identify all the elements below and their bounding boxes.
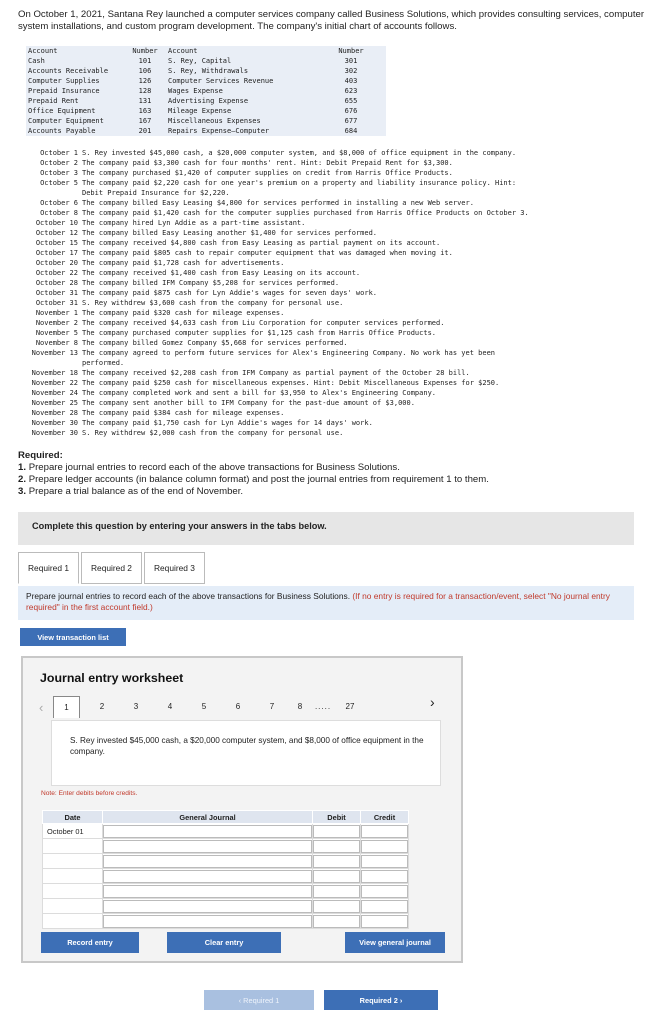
next-requirement-label: Required 2 xyxy=(359,995,398,1005)
pager-page[interactable]: 6 xyxy=(235,702,241,711)
journal-date-cell[interactable]: October 01 xyxy=(43,824,103,839)
transaction-row xyxy=(18,248,658,258)
transaction-row xyxy=(18,218,658,228)
transaction-date: November 1 xyxy=(35,309,78,317)
coa-cell: Mileage Expense xyxy=(168,107,232,115)
journal-account-input[interactable] xyxy=(103,824,313,839)
cell-input-box[interactable] xyxy=(103,915,312,928)
transaction-row xyxy=(18,228,658,238)
coa-row xyxy=(26,76,386,86)
pager-page[interactable]: 1 xyxy=(53,696,80,718)
cell-input-box[interactable] xyxy=(103,825,312,838)
coa-cell: 301 xyxy=(344,57,358,65)
pager-page[interactable]: 5 xyxy=(201,702,207,711)
transaction-text: The company paid $1,728 cash for advertisements. xyxy=(82,259,285,267)
transaction-text: The company purchased $1,420 of computer supplies on credit from Harris Office Products. xyxy=(82,169,453,177)
cell-input-box[interactable] xyxy=(361,855,408,868)
transaction-row xyxy=(18,318,658,328)
cell-input-box[interactable] xyxy=(361,825,408,838)
coa-cell: Computer Services Revenue xyxy=(168,77,274,85)
coa-cell: 201 xyxy=(138,127,152,135)
column-header-general-journal: General Journal xyxy=(103,811,313,824)
coa-cell: Accounts Payable xyxy=(28,127,96,135)
tab-required-2[interactable]: Required 2 xyxy=(81,552,142,584)
clear-entry-button[interactable]: Clear entry xyxy=(167,932,281,953)
journal-account-input[interactable] xyxy=(103,884,313,899)
transaction-row xyxy=(18,338,658,348)
coa-row xyxy=(26,126,386,136)
transaction-date: October 15 xyxy=(35,239,78,247)
transaction-date: October 1 xyxy=(40,149,78,157)
coa-cell: Repairs Expense—Computer xyxy=(168,127,270,135)
cell-input-box[interactable] xyxy=(361,870,408,883)
coa-header-row xyxy=(26,46,386,56)
journal-date-cell[interactable] xyxy=(43,839,103,854)
journal-table xyxy=(42,810,409,929)
transaction-date: October 28 xyxy=(35,279,78,287)
journal-debit-input[interactable] xyxy=(313,869,361,884)
transaction-date: October 20 xyxy=(35,259,78,267)
coa-cell: Computer Supplies xyxy=(28,77,100,85)
transaction-row xyxy=(18,298,658,308)
transaction-date: November 8 xyxy=(35,339,78,347)
required-item-number: 2. xyxy=(18,474,27,485)
transaction-row xyxy=(18,278,658,288)
column-header-debit: Debit xyxy=(313,811,361,824)
transaction-row xyxy=(18,308,658,318)
journal-entry-worksheet xyxy=(21,656,463,963)
transaction-row xyxy=(18,158,658,168)
coa-header-cell: Number xyxy=(338,47,364,55)
transaction-date: October 2 xyxy=(40,159,78,167)
cell-input-box[interactable] xyxy=(313,870,360,883)
chart-of-accounts xyxy=(26,46,386,136)
transaction-text: The company completed work and sent a bill for $3,950 to Alex's Engineering Company. xyxy=(82,389,437,397)
transaction-date: October 6 xyxy=(40,199,78,207)
transaction-row xyxy=(18,178,658,188)
record-entry-button[interactable]: Record entry xyxy=(41,932,139,953)
transaction-row xyxy=(18,238,658,248)
transaction-date: October 12 xyxy=(35,229,78,237)
coa-row xyxy=(26,106,386,116)
transaction-text: The company billed Easy Leasing $4,800 for services performed in installing a new Web server. xyxy=(82,199,474,207)
transaction-date: November 30 xyxy=(31,429,78,437)
transaction-text: S. Rey withdrew $2,000 cash from the company for personal use. xyxy=(82,429,344,437)
cell-input-box[interactable] xyxy=(313,825,360,838)
transaction-text: The company received $4,800 cash from Easy Leasing as partial payment on its account. xyxy=(82,239,441,247)
transaction-date: October 22 xyxy=(35,269,78,277)
journal-date-cell[interactable] xyxy=(43,899,103,914)
journal-debit-input[interactable] xyxy=(313,839,361,854)
transaction-row xyxy=(18,408,658,418)
column-header-credit: Credit xyxy=(361,811,409,824)
transaction-date: October 8 xyxy=(40,209,78,217)
journal-account-input[interactable] xyxy=(103,914,313,929)
journal-row xyxy=(43,854,409,869)
coa-header-cell: Account xyxy=(28,47,58,55)
pager-next-icon[interactable]: › xyxy=(430,694,435,710)
journal-credit-input[interactable] xyxy=(361,839,409,854)
transaction-description: S. Rey invested $45,000 cash, a $20,000 computer system, and $8,000 of office equipment in the company. xyxy=(51,720,441,786)
instruction-main: Prepare journal entries to record each of the above transactions for Business Solutions. xyxy=(26,591,351,601)
cell-input-box[interactable] xyxy=(313,840,360,853)
transaction-text: The company paid $384 cash for mileage expenses. xyxy=(82,409,285,417)
required-item-text: Prepare a trial balance as of the end of November. xyxy=(28,486,244,497)
tab-required-3[interactable]: Required 3 xyxy=(144,552,205,584)
transaction-row xyxy=(18,368,658,378)
intro-text: On October 1, 2021, Santana Rey launched a computer services company called Business Solutions, which provides consulting services, computer system installations, and custom program development. The company's initial chart of accounts follows. xyxy=(18,9,645,32)
cell-input-box[interactable] xyxy=(313,915,360,928)
transaction-row xyxy=(18,288,658,298)
transaction-text: The company paid $250 cash for miscellaneous expenses. Hint: Debit Miscellaneous Expenses for $250. xyxy=(82,379,500,387)
coa-header-cell: Account xyxy=(168,47,198,55)
cell-input-box[interactable] xyxy=(103,885,312,898)
view-transaction-list-button[interactable]: View transaction list xyxy=(20,628,126,646)
coa-cell: 128 xyxy=(138,87,152,95)
transaction-date: October 5 xyxy=(40,179,78,187)
pager-ellipsis: ..... xyxy=(314,702,332,711)
transaction-date: October 3 xyxy=(40,169,78,177)
cell-input-box[interactable] xyxy=(103,840,312,853)
journal-credit-input[interactable] xyxy=(361,914,409,929)
transaction-row xyxy=(18,398,658,408)
journal-row xyxy=(43,869,409,884)
journal-row xyxy=(43,824,409,839)
coa-cell: Office Equipment xyxy=(28,107,96,115)
coa-cell: S. Rey, Withdrawals xyxy=(168,67,249,75)
cell-input-box[interactable] xyxy=(361,915,408,928)
coa-cell: 126 xyxy=(138,77,152,85)
coa-cell: 677 xyxy=(344,117,358,125)
coa-cell: S. Rey, Capital xyxy=(168,57,232,65)
coa-cell: Prepaid Insurance xyxy=(28,87,100,95)
transaction-date: November 24 xyxy=(31,389,78,397)
transaction-date: November 25 xyxy=(31,399,78,407)
transaction-date: November 18 xyxy=(31,369,78,377)
required-item-number: 1. xyxy=(18,462,27,473)
transaction-text: The company paid $805 cash to repair computer equipment that was damaged when moving it. xyxy=(82,249,453,257)
journal-account-input[interactable] xyxy=(103,854,313,869)
prev-requirement-label: Required 1 xyxy=(243,995,280,1005)
required-item-text: Prepare journal entries to record each of the above transactions for Business Solutions. xyxy=(28,462,400,473)
transaction-text: The company billed Easy Leasing another $1,400 for services performed. xyxy=(82,229,378,237)
transaction-text: The company sent another bill to IFM Company for the past-due amount of $3,000. xyxy=(82,399,415,407)
required-item-number: 3. xyxy=(18,486,27,497)
transaction-date: November 2 xyxy=(35,319,78,327)
journal-credit-input[interactable] xyxy=(361,824,409,839)
next-requirement-button[interactable] xyxy=(324,990,438,1010)
required-section xyxy=(18,450,489,498)
debit-credit-note: Note: Enter debits before credits. xyxy=(41,790,138,797)
coa-cell: Wages Expense xyxy=(168,87,223,95)
coa-row xyxy=(26,96,386,106)
transaction-text: The company agreed to perform future services for Alex's Engineering Company. No work has yet been xyxy=(82,349,496,357)
worksheet-title: Journal entry worksheet xyxy=(40,671,184,685)
pager-page[interactable]: 27 xyxy=(345,702,355,711)
coa-cell: 163 xyxy=(138,107,152,115)
instructions-banner: Complete this question by entering your answers in the tabs below. xyxy=(18,512,634,545)
transaction-text: The company paid $1,420 cash for the computer supplies purchased from Harris Office Products on October 3. xyxy=(82,209,529,217)
transaction-text: The company billed IFM Company $5,208 for services performed. xyxy=(82,279,340,287)
required-item-text: Prepare ledger accounts (in balance column format) and post the journal entries from requirement 1 to them. xyxy=(28,474,489,485)
transaction-list xyxy=(18,148,658,438)
transaction-row xyxy=(18,378,658,388)
prev-requirement-button[interactable] xyxy=(204,990,314,1010)
tab-required-1[interactable]: Required 1 xyxy=(18,552,79,584)
coa-cell: 684 xyxy=(344,127,358,135)
coa-cell: 106 xyxy=(138,67,152,75)
coa-cell: 676 xyxy=(344,107,358,115)
coa-row xyxy=(26,86,386,96)
coa-cell: 655 xyxy=(344,97,358,105)
transaction-row xyxy=(18,418,658,428)
coa-header-cell: Number xyxy=(132,47,158,55)
journal-credit-input[interactable] xyxy=(361,884,409,899)
transaction-text: The company hired Lyn Addie as a part-time assistant. xyxy=(82,219,306,227)
transaction-date: November 28 xyxy=(31,409,78,417)
transaction-row xyxy=(18,168,658,178)
journal-date-cell[interactable] xyxy=(43,884,103,899)
cell-input-box[interactable] xyxy=(361,900,408,913)
cell-input-box[interactable] xyxy=(361,840,408,853)
coa-cell: 131 xyxy=(138,97,152,105)
journal-date-cell[interactable] xyxy=(43,854,103,869)
coa-cell: Cash xyxy=(28,57,45,65)
journal-date-cell[interactable] xyxy=(43,869,103,884)
required-item xyxy=(18,486,489,498)
instruction-note: (If no entry is required for a transaction/event, select "No journal entry required" in the first account field.) xyxy=(26,591,610,612)
journal-credit-input[interactable] xyxy=(361,869,409,884)
coa-row xyxy=(26,116,386,126)
transaction-row xyxy=(18,148,658,158)
coa-cell: Accounts Receivable xyxy=(28,67,109,75)
coa-cell: 302 xyxy=(344,67,358,75)
column-header-date: Date xyxy=(43,811,103,824)
transaction-date: October 31 xyxy=(35,289,78,297)
requirement-instruction xyxy=(18,586,634,620)
coa-cell: 403 xyxy=(344,77,358,85)
transaction-text: The company paid $2,220 cash for one year's premium on a property and liability insurance policy. Hint: xyxy=(82,179,517,187)
pager-page[interactable]: 4 xyxy=(167,702,173,711)
required-item xyxy=(18,462,489,474)
cell-input-box[interactable] xyxy=(103,870,312,883)
cell-input-box[interactable] xyxy=(103,900,312,913)
transaction-date: October 17 xyxy=(35,249,78,257)
journal-debit-input[interactable] xyxy=(313,899,361,914)
transaction-text: S. Rey withdrew $3,600 cash from the company for personal use. xyxy=(82,299,344,307)
transaction-date: November 22 xyxy=(31,379,78,387)
journal-row xyxy=(43,914,409,929)
coa-cell: Prepaid Rent xyxy=(28,97,79,105)
transaction-date: October 10 xyxy=(35,219,78,227)
pager-page[interactable]: 7 xyxy=(269,702,275,711)
journal-row xyxy=(43,839,409,854)
coa-cell: Advertising Expense xyxy=(168,97,249,105)
cell-input-box[interactable] xyxy=(313,885,360,898)
transaction-text-continued: Debit Prepaid Insurance for $2,220. xyxy=(82,189,230,197)
journal-debit-input[interactable] xyxy=(313,884,361,899)
transaction-text: The company paid $875 cash for Lyn Addie's wages for seven days' work. xyxy=(82,289,378,297)
transaction-row xyxy=(18,328,658,338)
transaction-row xyxy=(18,268,658,278)
coa-cell: Miscellaneous Expenses xyxy=(168,117,261,125)
journal-account-input[interactable] xyxy=(103,899,313,914)
transaction-text: The company received $1,400 cash from Easy Leasing on its account. xyxy=(82,269,361,277)
journal-credit-input[interactable] xyxy=(361,899,409,914)
transaction-row xyxy=(18,258,658,268)
cell-input-box[interactable] xyxy=(313,900,360,913)
transaction-text: The company paid $320 cash for mileage expenses. xyxy=(82,309,285,317)
cell-input-box[interactable] xyxy=(313,855,360,868)
journal-credit-input[interactable] xyxy=(361,854,409,869)
coa-cell: 101 xyxy=(138,57,152,65)
coa-row xyxy=(26,66,386,76)
transaction-row xyxy=(18,388,658,398)
transaction-text: The company purchased computer supplies for $1,125 cash from Harris Office Products. xyxy=(82,329,437,337)
pager-prev-icon[interactable]: ‹ xyxy=(39,699,44,715)
transaction-date: November 30 xyxy=(31,419,78,427)
transaction-row xyxy=(18,198,658,208)
journal-debit-input[interactable] xyxy=(313,854,361,869)
coa-row xyxy=(26,56,386,66)
coa-cell: 623 xyxy=(344,87,358,95)
transaction-date: November 13 xyxy=(31,349,78,357)
chevron-right-icon: › xyxy=(397,995,403,1005)
journal-account-input[interactable] xyxy=(103,839,313,854)
journal-date-cell[interactable] xyxy=(43,914,103,929)
cell-input-box[interactable] xyxy=(103,855,312,868)
transaction-text: The company received $4,633 cash from Liu Corporation for computer services performed. xyxy=(82,319,445,327)
journal-row xyxy=(43,884,409,899)
transaction-row xyxy=(18,208,658,218)
transaction-text: The company paid $3,300 cash for four months' rent. Hint: Debit Prepaid Rent for $3,300. xyxy=(82,159,453,167)
required-item xyxy=(18,474,489,486)
journal-debit-input[interactable] xyxy=(313,824,361,839)
coa-cell: 167 xyxy=(138,117,152,125)
transaction-text: The company paid $1,750 cash for Lyn Addie's wages for 14 days' work. xyxy=(82,419,373,427)
journal-account-input[interactable] xyxy=(103,869,313,884)
view-general-journal-button[interactable]: View general journal xyxy=(345,932,445,953)
transaction-row xyxy=(18,348,658,358)
pager-page[interactable]: 3 xyxy=(133,702,139,711)
requirement-tabs xyxy=(18,552,207,584)
transaction-date: November 5 xyxy=(35,329,78,337)
coa-cell: Computer Equipment xyxy=(28,117,104,125)
chevron-left-icon: ‹ xyxy=(238,995,244,1005)
transaction-row xyxy=(18,428,658,438)
transaction-date: October 31 xyxy=(35,299,78,307)
worksheet-pager xyxy=(39,696,365,718)
transaction-text: The company received $2,208 cash from IFM Company as partial payment of the October 28 bill. xyxy=(82,369,470,377)
required-title: Required: xyxy=(18,450,63,461)
pager-page[interactable]: 2 xyxy=(99,702,105,711)
transaction-text-continued: performed. xyxy=(82,359,125,367)
transaction-text: The company billed Gomez Company $5,668 for services performed. xyxy=(82,339,348,347)
journal-debit-input[interactable] xyxy=(313,914,361,929)
cell-input-box[interactable] xyxy=(361,885,408,898)
pager-page[interactable]: 8 xyxy=(297,702,303,711)
transaction-text: S. Rey invested $45,000 cash, a $20,000 computer system, and $8,000 of office equipment in the company. xyxy=(82,149,517,157)
journal-row xyxy=(43,899,409,914)
